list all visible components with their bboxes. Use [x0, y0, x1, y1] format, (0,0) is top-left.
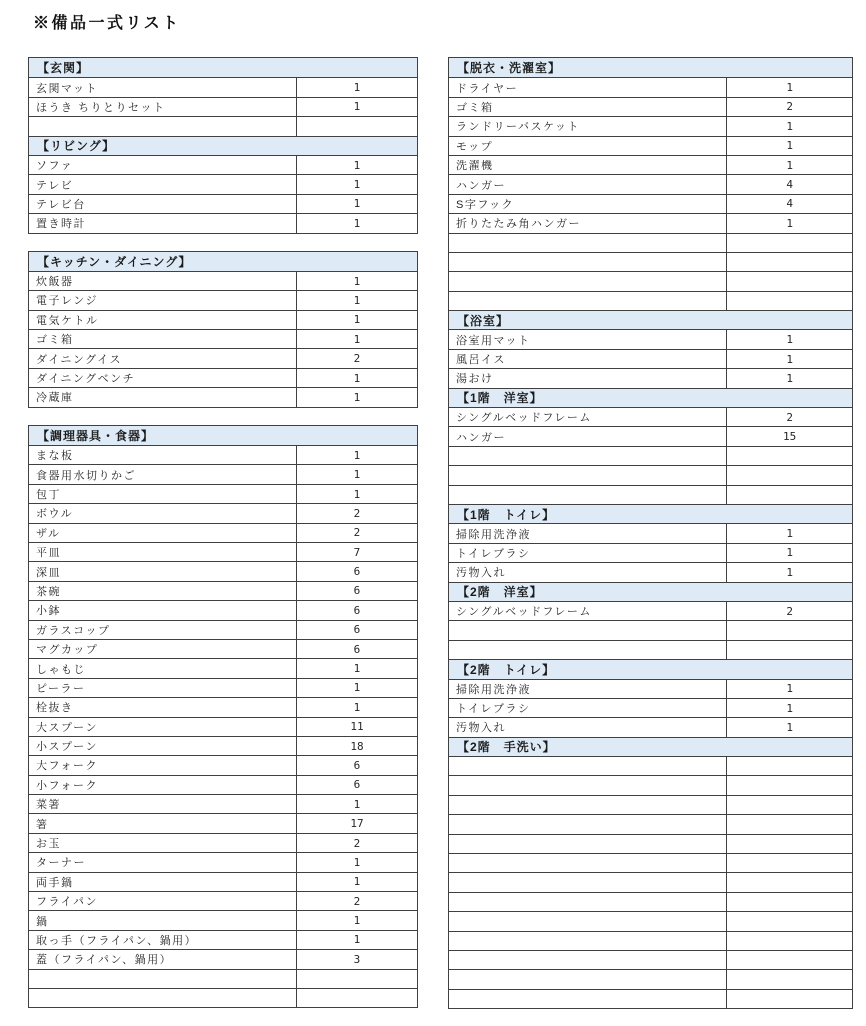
item-label-cell	[449, 447, 726, 465]
section-table	[28, 57, 418, 234]
item-label-cell: 玄関マット	[36, 82, 99, 95]
item-qty-cell	[726, 873, 852, 891]
item-label-cell: モップ	[456, 140, 494, 153]
section-header-label: 【リビング】	[37, 139, 116, 154]
item-label-cell: 包丁	[36, 489, 61, 501]
item-label-cell: フライパン	[36, 896, 98, 909]
table-row	[449, 698, 852, 717]
section-header-label: 【1階 洋室】	[457, 391, 543, 406]
item-label-cell: S字フック	[456, 198, 515, 211]
table-row	[29, 503, 417, 522]
table-row	[449, 77, 852, 96]
item-label-cell: 菜箸	[36, 799, 61, 812]
item-label-cell: しゃもじ	[36, 663, 86, 676]
item-label-cell	[449, 990, 726, 1008]
section-header-label: 【2階 トイレ】	[457, 662, 556, 677]
item-label-cell: 電子レンジ	[36, 295, 98, 308]
table-row	[29, 736, 417, 755]
table-row	[449, 543, 852, 562]
empty-row	[449, 291, 852, 310]
item-qty-cell: 1	[296, 330, 417, 348]
item-qty-cell: 1	[296, 911, 417, 929]
item-qty-cell: 1	[296, 795, 417, 813]
empty-row	[449, 989, 852, 1008]
section-header-label: 【1階 トイレ】	[457, 507, 556, 522]
item-qty-cell: 6	[296, 756, 417, 774]
item-label-cell: 栓抜き	[36, 702, 74, 715]
table-row	[29, 290, 417, 309]
item-qty-cell	[726, 835, 852, 853]
item-qty-cell	[726, 466, 852, 484]
section-table	[28, 251, 418, 408]
item-qty-cell: 1	[296, 388, 417, 406]
table-row	[29, 271, 417, 290]
section-header-label: 【2階 洋室】	[457, 585, 543, 600]
table-row	[29, 581, 417, 600]
section-header-label: 【浴室】	[457, 313, 510, 328]
item-qty-cell: 1	[726, 544, 852, 562]
empty-row	[449, 911, 852, 930]
item-qty-cell	[296, 117, 417, 135]
item-qty-cell	[726, 641, 852, 659]
section-header-row	[449, 737, 852, 756]
section-table	[28, 425, 418, 1009]
item-qty-cell: 1	[296, 485, 417, 503]
item-qty-cell: 1	[296, 214, 417, 232]
table-row	[29, 387, 417, 406]
item-label-cell	[449, 641, 726, 659]
empty-row	[449, 775, 852, 794]
item-label-cell: 両手鍋	[36, 876, 74, 889]
item-qty-cell: 2	[296, 504, 417, 522]
table-row	[29, 949, 417, 968]
item-label-cell	[449, 234, 726, 252]
item-qty-cell	[726, 796, 852, 814]
table-row	[29, 542, 417, 561]
table-row	[29, 445, 417, 464]
item-label-cell: マグカップ	[36, 644, 99, 657]
item-label-cell	[449, 466, 726, 484]
item-qty-cell: 1	[296, 465, 417, 483]
table-row	[449, 213, 852, 232]
table-row	[449, 116, 852, 135]
item-label-cell: 掃除用洗浄液	[456, 528, 531, 541]
table-row	[29, 329, 417, 348]
item-label-cell: ハンガー	[456, 179, 506, 192]
item-qty-cell: 1	[296, 98, 417, 116]
section-header-row	[449, 310, 852, 329]
table-row	[29, 910, 417, 929]
table-row	[449, 174, 852, 193]
table-row	[29, 523, 417, 542]
item-qty-cell: 2	[296, 524, 417, 542]
inventory-column-right	[448, 57, 853, 1026]
item-label-cell	[449, 893, 726, 911]
item-qty-cell: 1	[296, 931, 417, 949]
item-label-cell: ボウル	[36, 508, 74, 521]
item-qty-cell	[726, 776, 852, 794]
item-qty-cell	[726, 893, 852, 911]
item-label-cell: 鍋	[36, 915, 49, 928]
item-qty-cell: 1	[726, 699, 852, 717]
item-qty-cell: 2	[726, 602, 852, 620]
item-label-cell: 冷蔵庫	[36, 392, 74, 405]
item-qty-cell: 1	[726, 330, 852, 348]
item-qty-cell: 1	[726, 78, 852, 96]
table-row	[29, 155, 417, 174]
item-qty-cell	[726, 951, 852, 969]
item-label-cell: 平皿	[36, 547, 61, 560]
empty-row	[29, 969, 417, 988]
item-label-cell: 汚物入れ	[456, 722, 506, 735]
item-label-cell: 折りたたみ角ハンガー	[456, 218, 581, 231]
item-qty-cell: 2	[726, 98, 852, 116]
table-row	[29, 600, 417, 619]
table-row	[449, 349, 852, 368]
item-label-cell	[449, 854, 726, 872]
item-label-cell	[449, 951, 726, 969]
item-qty-cell	[726, 815, 852, 833]
item-label-cell: トイレブラシ	[456, 547, 531, 560]
table-row	[449, 562, 852, 581]
empty-row	[449, 446, 852, 465]
item-qty-cell: 1	[296, 195, 417, 213]
item-qty-cell: 1	[726, 680, 852, 698]
item-label-cell	[449, 815, 726, 833]
section-header-row	[449, 582, 852, 601]
item-label-cell: まな板	[36, 450, 74, 463]
section-header-label: 【脱衣・洗濯室】	[457, 61, 562, 76]
empty-row	[449, 931, 852, 950]
item-qty-cell: 6	[296, 562, 417, 580]
section-header-row	[29, 58, 417, 77]
item-qty-cell: 1	[296, 873, 417, 891]
table-row	[449, 679, 852, 698]
item-label-cell	[29, 117, 296, 135]
item-qty-cell	[726, 447, 852, 465]
item-qty-cell: 2	[726, 408, 852, 426]
item-label-cell: 掃除用洗浄液	[456, 683, 531, 696]
empty-row	[449, 814, 852, 833]
item-label-cell: トイレブラシ	[456, 703, 531, 716]
item-label-cell	[449, 835, 726, 853]
item-qty-cell	[296, 970, 417, 988]
table-row	[449, 523, 852, 542]
item-label-cell: 小鉢	[36, 605, 61, 618]
item-qty-cell: 1	[726, 350, 852, 368]
empty-row	[449, 969, 852, 988]
table-row	[449, 194, 852, 213]
item-label-cell	[449, 796, 726, 814]
item-qty-cell	[726, 970, 852, 988]
empty-row	[449, 233, 852, 252]
item-qty-cell: 15	[726, 427, 852, 445]
section-header-label: 【玄関】	[37, 61, 90, 76]
item-label-cell: ハンガー	[456, 431, 506, 444]
item-label-cell: シングルベッドフレーム	[456, 606, 592, 619]
item-label-cell: 湯おけ	[456, 373, 494, 386]
item-qty-cell: 6	[296, 640, 417, 658]
item-qty-cell	[726, 486, 852, 504]
item-label-cell: ほうき ちりとりセット	[36, 101, 166, 114]
empty-row	[449, 950, 852, 969]
table-row	[29, 310, 417, 329]
item-qty-cell: 1	[296, 698, 417, 716]
table-row	[29, 755, 417, 774]
empty-row	[29, 116, 417, 135]
section-header-row	[449, 504, 852, 523]
item-label-cell: 大スプーン	[36, 721, 98, 734]
section-header-row	[449, 659, 852, 678]
item-qty-cell: 2	[296, 892, 417, 910]
table-row	[29, 891, 417, 910]
item-label-cell: 小スプーン	[36, 741, 98, 754]
table-row	[29, 561, 417, 580]
item-qty-cell: 1	[296, 156, 417, 174]
table-row	[449, 717, 852, 736]
section-header-row	[29, 426, 417, 445]
table-row	[29, 794, 417, 813]
empty-row	[29, 988, 417, 1007]
item-label-cell: ダイニングイス	[36, 353, 122, 366]
empty-row	[449, 795, 852, 814]
item-label-cell: ランドリーバスケット	[456, 121, 580, 134]
table-row	[29, 852, 417, 871]
item-qty-cell: 1	[726, 117, 852, 135]
page-title: ※備品一式リスト	[33, 15, 181, 32]
table-row	[29, 484, 417, 503]
item-qty-cell	[726, 621, 852, 639]
section-table	[448, 57, 853, 1009]
item-qty-cell: 18	[296, 737, 417, 755]
item-qty-cell: 1	[726, 214, 852, 232]
table-row	[29, 620, 417, 639]
empty-row	[449, 485, 852, 504]
item-qty-cell: 7	[296, 543, 417, 561]
table-row	[449, 426, 852, 445]
section-header-row	[29, 252, 417, 271]
item-label-cell: テレビ台	[36, 198, 86, 211]
item-qty-cell: 1	[726, 137, 852, 155]
item-label-cell: ソファ	[36, 160, 74, 173]
item-qty-cell	[726, 234, 852, 252]
empty-row	[449, 271, 852, 290]
inventory-column-left	[28, 57, 418, 1025]
item-label-cell: ザル	[36, 527, 61, 540]
empty-row	[449, 834, 852, 853]
empty-row	[449, 620, 852, 639]
item-qty-cell	[726, 990, 852, 1008]
table-row	[29, 97, 417, 116]
table-row	[29, 697, 417, 716]
item-qty-cell: 1	[296, 78, 417, 96]
item-label-cell: 大フォーク	[36, 760, 98, 773]
item-qty-cell: 2	[296, 834, 417, 852]
item-label-cell: 小フォーク	[36, 779, 98, 792]
item-qty-cell	[726, 757, 852, 775]
item-label-cell: ゴミ箱	[456, 101, 494, 114]
table-row	[449, 136, 852, 155]
item-qty-cell: 1	[296, 175, 417, 193]
item-qty-cell: 1	[296, 853, 417, 871]
item-label-cell: お玉	[36, 838, 61, 851]
section-header-label: 【2階 手洗い】	[457, 740, 556, 755]
item-label-cell: 食器用水切りかご	[36, 469, 136, 482]
table-row	[29, 639, 417, 658]
item-qty-cell: 3	[296, 950, 417, 968]
section-header-row	[29, 136, 417, 155]
table-row	[29, 833, 417, 852]
item-label-cell	[449, 253, 726, 271]
item-qty-cell: 17	[296, 814, 417, 832]
item-label-cell: 深皿	[36, 566, 61, 579]
section-header-label: 【キッチン・ダイニング】	[37, 254, 192, 269]
item-label-cell: ガラスコップ	[36, 624, 111, 637]
table-row	[449, 155, 852, 174]
item-label-cell: ターナー	[36, 857, 86, 870]
item-qty-cell: 1	[296, 369, 417, 387]
empty-row	[449, 640, 852, 659]
table-row	[449, 407, 852, 426]
item-qty-cell: 4	[726, 175, 852, 193]
table-row	[449, 368, 852, 387]
item-label-cell: 浴室用マット	[456, 334, 531, 347]
item-qty-cell: 6	[296, 621, 417, 639]
section-header-row	[449, 388, 852, 407]
table-row	[29, 930, 417, 949]
item-qty-cell: 1	[296, 272, 417, 290]
item-qty-cell	[726, 912, 852, 930]
table-row	[29, 464, 417, 483]
item-label-cell	[29, 989, 296, 1007]
item-qty-cell	[726, 854, 852, 872]
empty-row	[449, 756, 852, 775]
item-label-cell	[449, 776, 726, 794]
item-qty-cell: 2	[296, 349, 417, 367]
table-row	[29, 678, 417, 697]
table-row	[29, 775, 417, 794]
item-label-cell: 蓋（フライパン、鍋用）	[36, 954, 173, 967]
item-label-cell	[449, 873, 726, 891]
table-row	[29, 213, 417, 232]
item-qty-cell: 6	[296, 776, 417, 794]
item-qty-cell: 1	[296, 291, 417, 309]
item-label-cell: 取っ手（フライパン、鍋用）	[36, 934, 198, 947]
table-row	[449, 97, 852, 116]
table-row	[29, 717, 417, 736]
item-qty-cell: 1	[296, 679, 417, 697]
empty-row	[449, 892, 852, 911]
item-label-cell: 風呂イス	[456, 354, 506, 367]
item-label-cell: ピーラー	[36, 682, 86, 695]
item-label-cell	[449, 486, 726, 504]
item-qty-cell: 11	[296, 718, 417, 736]
item-label-cell: 箸	[36, 818, 49, 831]
table-row	[29, 658, 417, 677]
section-header-label: 【調理器具・食器】	[37, 428, 155, 443]
table-row	[29, 368, 417, 387]
item-label-cell	[449, 272, 726, 290]
item-qty-cell	[726, 292, 852, 310]
item-label-cell: テレビ	[36, 179, 74, 192]
table-row	[29, 872, 417, 891]
item-label-cell	[449, 621, 726, 639]
item-label-cell	[449, 292, 726, 310]
item-qty-cell: 1	[726, 524, 852, 542]
item-qty-cell: 1	[296, 311, 417, 329]
item-qty-cell: 1	[726, 156, 852, 174]
item-qty-cell: 1	[726, 369, 852, 387]
empty-row	[449, 853, 852, 872]
item-label-cell: 汚物入れ	[456, 567, 506, 580]
table-row	[29, 194, 417, 213]
table-row	[449, 329, 852, 348]
item-qty-cell: 4	[726, 195, 852, 213]
item-label-cell: 茶碗	[36, 585, 61, 598]
item-label-cell: ドライヤー	[456, 82, 519, 95]
table-row	[29, 348, 417, 367]
item-label-cell: 電気ケトル	[36, 314, 99, 327]
item-qty-cell	[726, 272, 852, 290]
item-label-cell: 洗濯機	[456, 160, 494, 173]
item-qty-cell: 1	[296, 659, 417, 677]
item-qty-cell: 6	[296, 601, 417, 619]
item-label-cell	[449, 912, 726, 930]
item-qty-cell	[726, 932, 852, 950]
item-label-cell: ゴミ箱	[36, 334, 74, 347]
item-qty-cell: 1	[296, 446, 417, 464]
empty-row	[449, 465, 852, 484]
item-qty-cell	[296, 989, 417, 1007]
item-label-cell: ダイニングベンチ	[36, 373, 136, 386]
item-label-cell	[449, 970, 726, 988]
item-label-cell: シングルベッドフレーム	[456, 412, 592, 425]
item-qty-cell	[726, 253, 852, 271]
item-label-cell	[449, 932, 726, 950]
item-label-cell: 炊飯器	[36, 276, 74, 289]
section-header-row	[449, 58, 852, 77]
table-row	[29, 174, 417, 193]
item-qty-cell: 6	[296, 582, 417, 600]
item-qty-cell: 1	[726, 563, 852, 581]
item-label-cell: 置き時計	[36, 218, 86, 231]
table-row	[29, 77, 417, 96]
item-label-cell	[449, 757, 726, 775]
item-label-cell	[29, 970, 296, 988]
item-qty-cell: 1	[726, 718, 852, 736]
table-row	[29, 813, 417, 832]
empty-row	[449, 872, 852, 891]
table-row	[449, 601, 852, 620]
empty-row	[449, 252, 852, 271]
